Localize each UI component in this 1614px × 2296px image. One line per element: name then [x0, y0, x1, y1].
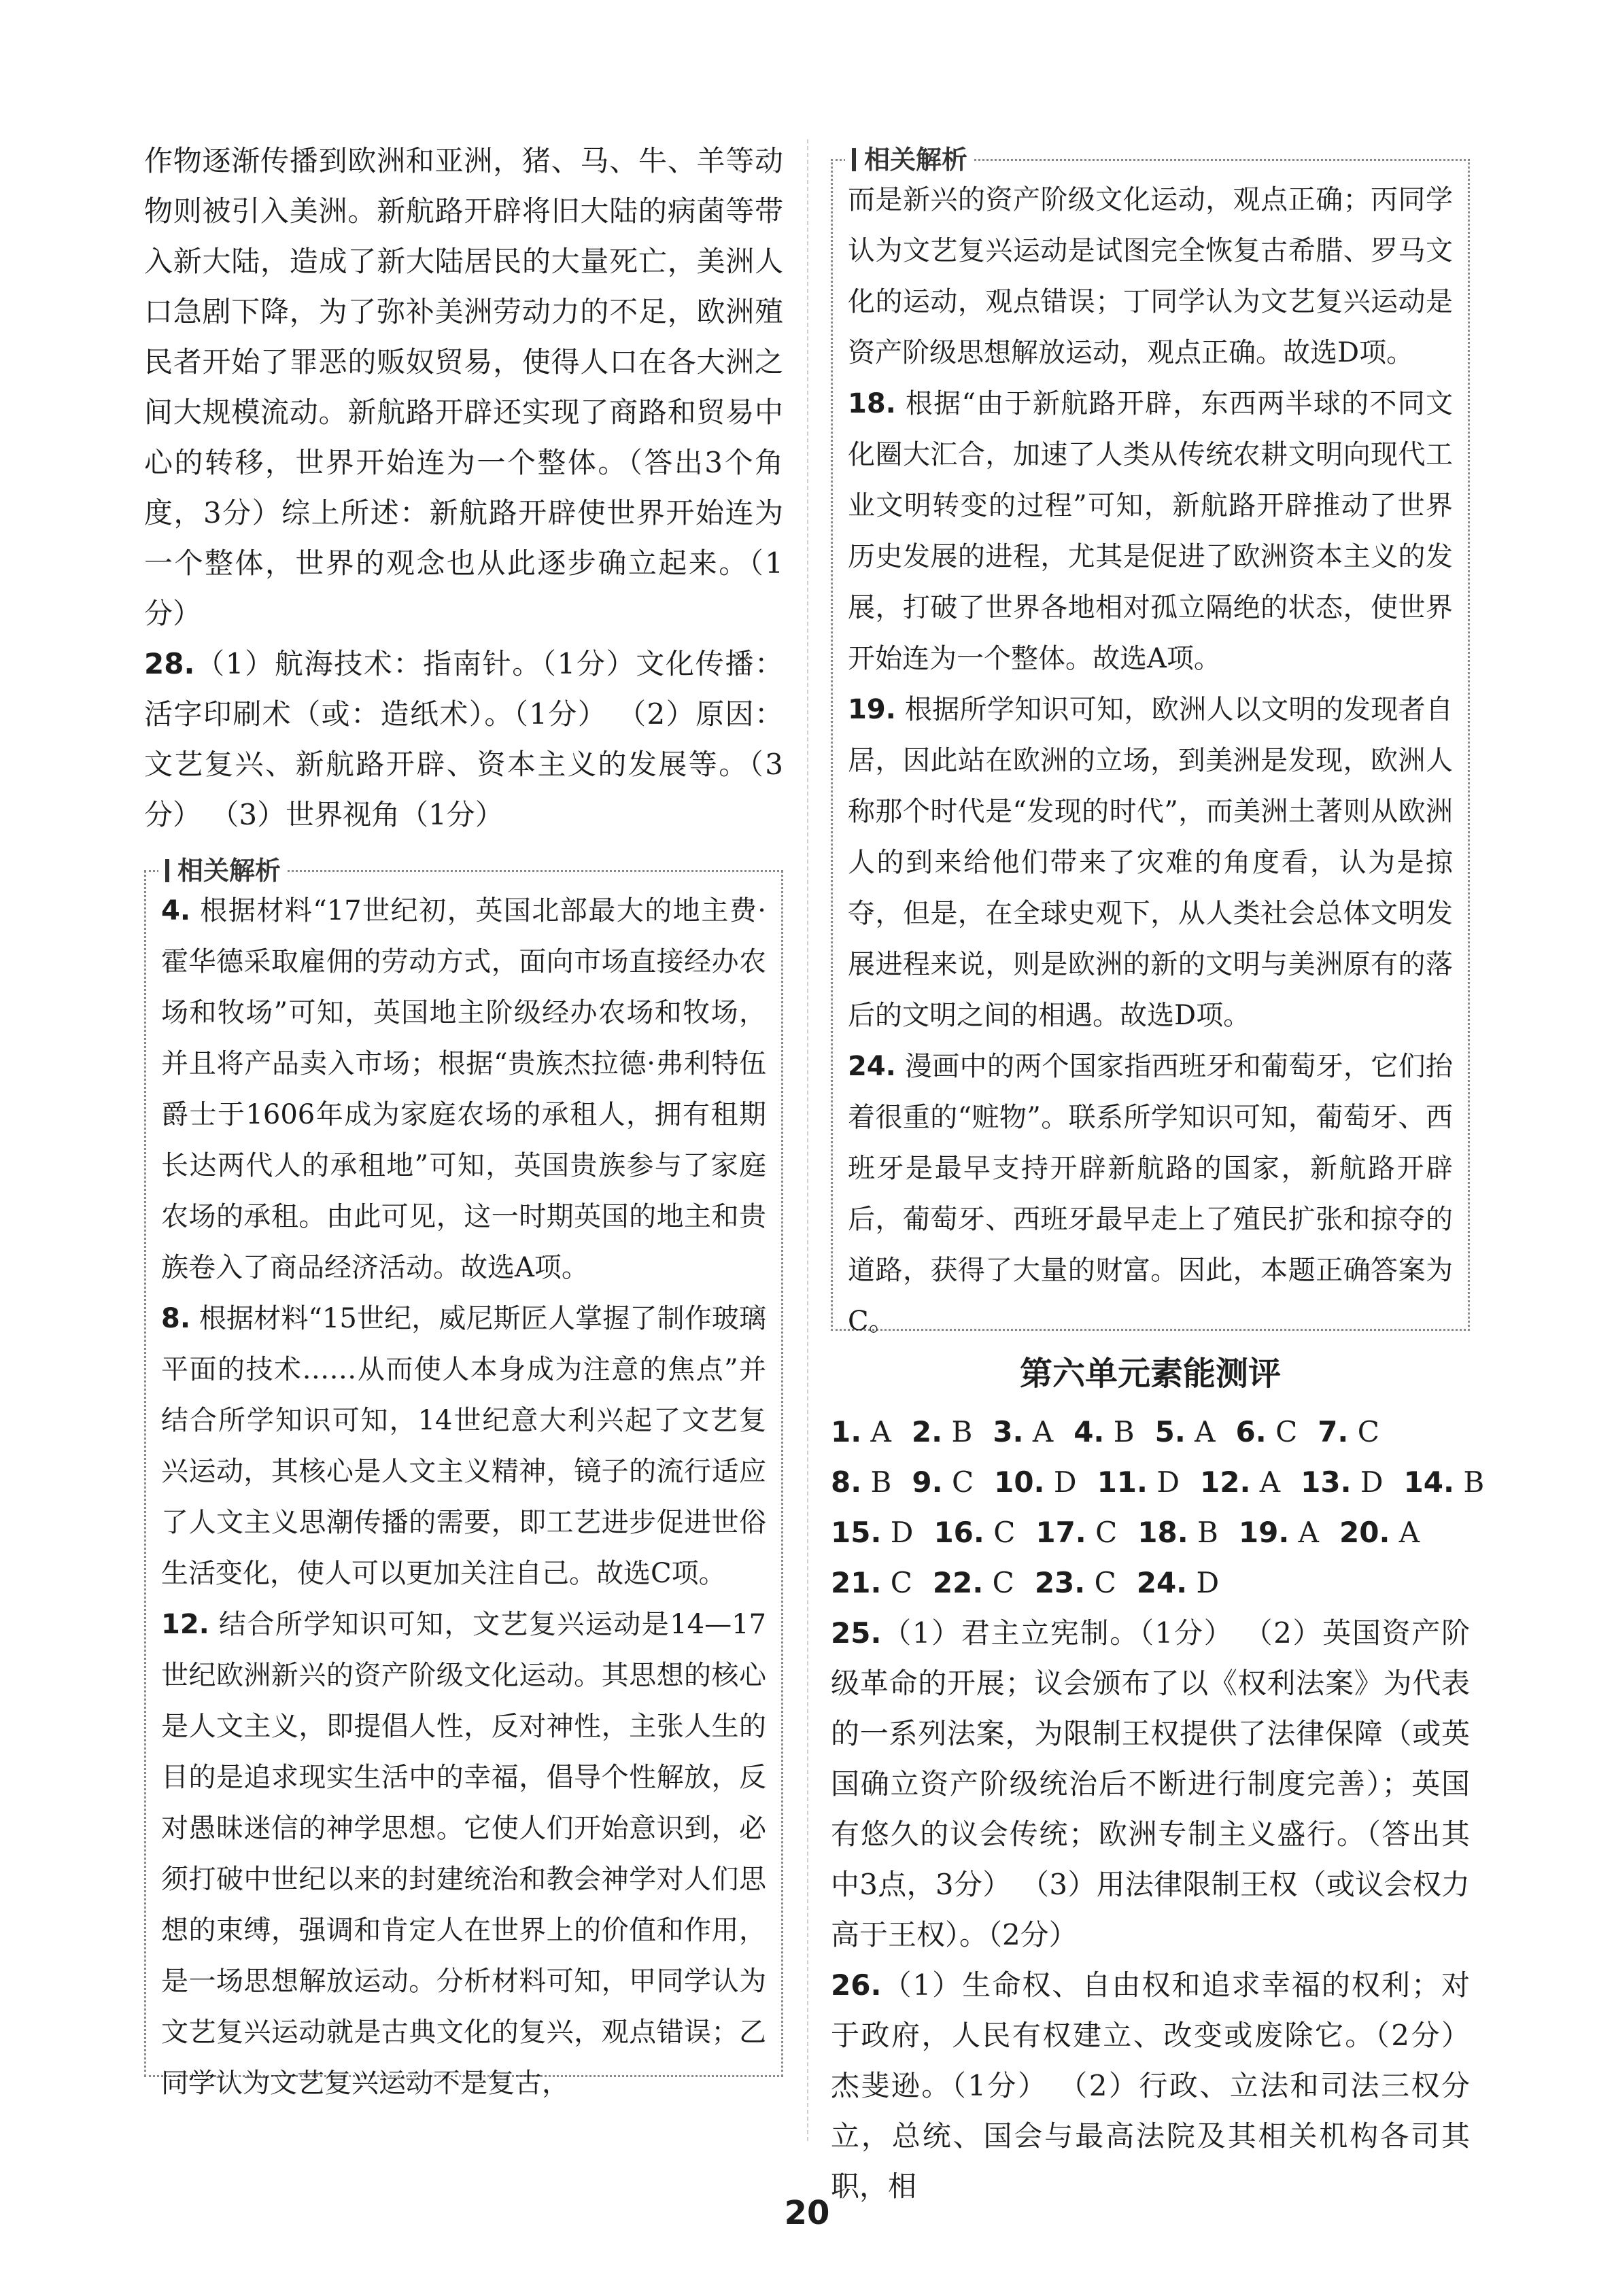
answer-choice: B [1197, 1516, 1218, 1549]
answer-choice: B [951, 1415, 973, 1448]
section-title: 第六单元素能测评 [1019, 1355, 1281, 1393]
answer-choice: B [1113, 1415, 1135, 1448]
answer-key [831, 1407, 1485, 1608]
analysis-item [848, 379, 1453, 684]
analysis-box-title: 相关解析 [158, 854, 288, 887]
answer-item [1137, 1558, 1219, 1608]
answer-num: 13. [1301, 1465, 1352, 1499]
page-number: 20 [784, 2194, 830, 2232]
analysis-item [848, 1041, 1453, 1347]
answer-item [1155, 1407, 1216, 1457]
answer-num: 4. [1074, 1415, 1105, 1448]
answer-num: 22. [932, 1566, 984, 1599]
analysis-text: 结合所学知识可知，文艺复兴运动是14—17世纪欧洲新兴的资产阶级文化运动。其思想的核心是人文主义，即提倡人性，反对神性，主张人生的目的是追求现实生活中的幸福，倡导个性解放，反对愚昧迷信的神学思想。它使人们开始意识到，必须打破中世纪以来的封建统治和教会神学对人们思想的束缚，强调和肯定人在世界上的价值和作用，是一场思想解放运动。分析材料可知，甲同学认为文艺复兴运动就是古典文化的复兴，观点错误；乙同学认为文艺复兴运动不是复古， [161, 1609, 767, 2099]
answer-row [831, 1457, 1485, 1508]
answer-num: 17. [1035, 1516, 1086, 1549]
answer-num: 21. [831, 1566, 882, 1599]
analysis-num: 4. [161, 895, 191, 926]
answer-num: 11. [1097, 1465, 1148, 1499]
answer-item [1236, 1407, 1298, 1457]
answer-choice: D [1156, 1465, 1180, 1499]
answer-choice: D [890, 1516, 914, 1549]
answer-choice: C [992, 1566, 1014, 1599]
answer-item [831, 1508, 913, 1558]
answer-item [831, 1558, 912, 1608]
answer-choice: C [951, 1465, 974, 1499]
answer-num: 3. [993, 1415, 1024, 1448]
answer-item [831, 1407, 891, 1457]
answer-item [1318, 1407, 1379, 1457]
answer-row [831, 1508, 1470, 1558]
answer-item [912, 1457, 974, 1508]
answer-num: 1. [831, 1415, 862, 1448]
analysis-continuation: 而是新兴的资产阶级文化运动，观点正确；丙同学认为文艺复兴运动是试图完全恢复古希腊、罗马文化的运动，观点错误；丁同学认为文艺复兴运动是资产阶级思想解放运动，观点正确。故选D项。 [848, 184, 1453, 368]
analysis-item [161, 886, 766, 1293]
answer-choice: B [870, 1465, 892, 1499]
answer-choice: D [1360, 1465, 1384, 1499]
answer-choice: A [1398, 1516, 1420, 1549]
answer-num: 7. [1318, 1415, 1349, 1448]
answer-item [993, 1407, 1053, 1457]
answer-item [912, 1407, 972, 1457]
analysis-box-title: 相关解析 [845, 143, 974, 176]
intro-paragraph: 作物逐渐传播到欧洲和亚洲，猪、马、牛、羊等动物则被引入美洲。新航路开辟将旧大陆的病菌等带入新大陆，造成了新大陆居民的大量死亡，美洲人口急剧下降，为了弥补美洲劳动力的不足，欧洲殖民者开始了罪恶的贩奴贸易，使得人口在各大洲之间大规模流动。新航路开辟还实现了商路和贸易中心的转移，世界开始连为一个整体。（答出3个角度，3分）综上所述：新航路开辟使世界开始连为一个整体，世界的观念也从此逐步确立起来。（1分） [144, 144, 783, 630]
answer-item [831, 1457, 891, 1508]
analysis-item [848, 684, 1453, 1041]
q28-text: （1）航海技术：指南针。（1分）文化传播：活字印刷术（或：造纸术）。（1分） （2）原因：文艺复兴、新航路开辟、资本主义的发展等。（3分） （3）世界视角（1分） [144, 647, 783, 831]
answer-item [1339, 1508, 1420, 1558]
analysis-box-left [144, 856, 783, 2099]
answer-num: 5. [1154, 1415, 1186, 1448]
answer-item [933, 1508, 1015, 1558]
answer-num: 24. [1136, 1566, 1188, 1599]
analysis-box-right [831, 145, 1470, 1337]
column-divider [807, 139, 808, 2141]
answer-item [1035, 1508, 1117, 1558]
title-bar-icon [852, 148, 856, 171]
answer-item [933, 1558, 1014, 1608]
answer-choice: C [1094, 1566, 1116, 1599]
answer-num: 6. [1235, 1415, 1267, 1448]
answer-item [1404, 1457, 1485, 1508]
answer-num: 23. [1034, 1566, 1086, 1599]
answer-num: 15. [831, 1516, 882, 1549]
analysis-text: 根据“由于新航路开辟，东西两半球的不同文化圈大汇合，加速了人类从传统农耕文明向现代工业文明转变的过程”可知，新航路开辟推动了世界历史发展的进程，尤其是促进了欧洲资本主义的发展，打破了世界各地相对孤立隔绝的状态，使世界开始连为一个整体。故选A项。 [848, 388, 1453, 674]
q26-answer [831, 1960, 1470, 2212]
answer-num: 18. [1137, 1516, 1188, 1549]
answer-num: 14. [1403, 1465, 1454, 1499]
answer-num: 8. [831, 1465, 862, 1499]
left-column [144, 136, 783, 2099]
answer-item [1074, 1407, 1134, 1457]
analysis-num: 24. [848, 1051, 896, 1082]
answer-item [1035, 1558, 1116, 1608]
answer-item [1137, 1508, 1218, 1558]
analysis-num: 8. [161, 1303, 191, 1334]
answer-row [831, 1407, 1470, 1457]
answer-choice: A [1259, 1465, 1281, 1499]
analysis-num: 12. [161, 1609, 209, 1640]
analysis-text: 根据材料“15世纪，威尼斯匠人掌握了制作玻璃平面的技术……从而使人本身成为注意的焦点”并结合所学知识可知，14世纪意大利兴起了文艺复兴运动，其核心是人文主义精神，镜子的流行适应了人文主义思潮传播的需要，即工艺进步促进世俗生活变化，使人可以更加关注自己。故选C项。 [161, 1303, 766, 1589]
answer-choice: A [1195, 1415, 1216, 1448]
analysis-num: 19. [848, 694, 896, 725]
answer-num: 19. [1238, 1516, 1290, 1549]
q28-number: 28. [144, 647, 195, 680]
answer-item [1097, 1457, 1180, 1508]
title-bar-icon [165, 859, 169, 882]
answer-choice: C [993, 1516, 1016, 1549]
q25-answer [831, 1608, 1470, 1960]
analysis-text: 漫画中的两个国家指西班牙和葡萄牙，它们抬着很重的“赃物”。联系所学知识可知，葡萄牙、西班牙是最早支持开辟新航路的国家，新航路开辟后，葡萄牙、西班牙最早走上了殖民扩张和掠夺的道路，获得了大量的财富。因此，本题正确答案为C。 [848, 1051, 1454, 1337]
answer-num: 10. [994, 1465, 1045, 1499]
answer-choice: B [1463, 1465, 1485, 1499]
answer-item [1239, 1508, 1319, 1558]
q25-text: （1）君主立宪制。（1分） （2）英国资产阶级革命的开展；议会颁布了以《权利法案》为代表的一系列法案，为限制王权提供了法律保障（或英国确立资产阶级统治后不断进行制度完善）；英国有悠久的议会传统；欧洲专制主义盛行。（答出其中3点，3分） （3）用法律限制王权（或议会权力高于王权）。（2分） [831, 1616, 1470, 1951]
answer-num: 12. [1200, 1465, 1251, 1499]
answer-num: 20. [1339, 1516, 1390, 1549]
analysis-item [161, 1599, 766, 2109]
answer-item [994, 1457, 1076, 1508]
answer-item [1200, 1457, 1280, 1508]
answer-choice: C [890, 1566, 912, 1599]
answer-choice: A [1298, 1516, 1320, 1549]
answer-row [831, 1558, 1470, 1608]
answer-choice: C [1357, 1415, 1379, 1448]
answer-num: 9. [912, 1465, 943, 1499]
analysis-text: 根据材料“17世纪初，英国北部最大的地主费·霍华德采取雇佣的劳动方式，面向市场直接经办农场和牧场”可知，英国地主阶级经办农场和牧场，并且将产品卖入市场；根据“贵族杰拉德·弗利特伍爵士于1606年成为家庭农场的承租人，拥有租期长达两代人的承租地”可知，英国贵族参与了家庭农场的承租。由此可见，这一时期英国的地主和贵族卷入了商品经济活动。故选A项。 [161, 895, 767, 1283]
answer-choice: A [870, 1415, 891, 1448]
answer-choice: C [1095, 1516, 1118, 1549]
q26-number: 26. [831, 1968, 882, 2002]
analysis-item [161, 1293, 766, 1599]
answer-item [1301, 1457, 1383, 1508]
answer-choice: A [1032, 1415, 1054, 1448]
analysis-text: 根据所学知识可知，欧洲人以文明的发现者自居，因此站在欧洲的立场，到美洲是发现，欧洲人称那个时代是“发现的时代”，而美洲土著则从欧洲人的到来给他们带来了灾难的角度看，认为是掠夺，但是，在全球史观下，从人类社会总体文明发展进程来说，则是欧洲的新的文明与美洲原有的落后的文明之间的相遇。故选D项。 [848, 694, 1454, 1031]
q28-answer [144, 639, 783, 840]
answer-num: 2. [911, 1415, 943, 1448]
answer-choice: D [1196, 1566, 1220, 1599]
answer-choice: D [1053, 1465, 1077, 1499]
analysis-num: 18. [848, 388, 896, 419]
right-column [831, 136, 1485, 2212]
answer-choice: C [1275, 1415, 1298, 1448]
answer-num: 16. [933, 1516, 984, 1549]
q26-text: （1）生命权、自由权和追求幸福的权利；对于政府，人民有权建立、改变或废除它。（2分） 杰斐逊。（1分） （2）行政、立法和司法三权分立，总统、国会与最高法院及其相关机构各司其职，相 [831, 1968, 1470, 2203]
q25-number: 25. [831, 1616, 882, 1650]
